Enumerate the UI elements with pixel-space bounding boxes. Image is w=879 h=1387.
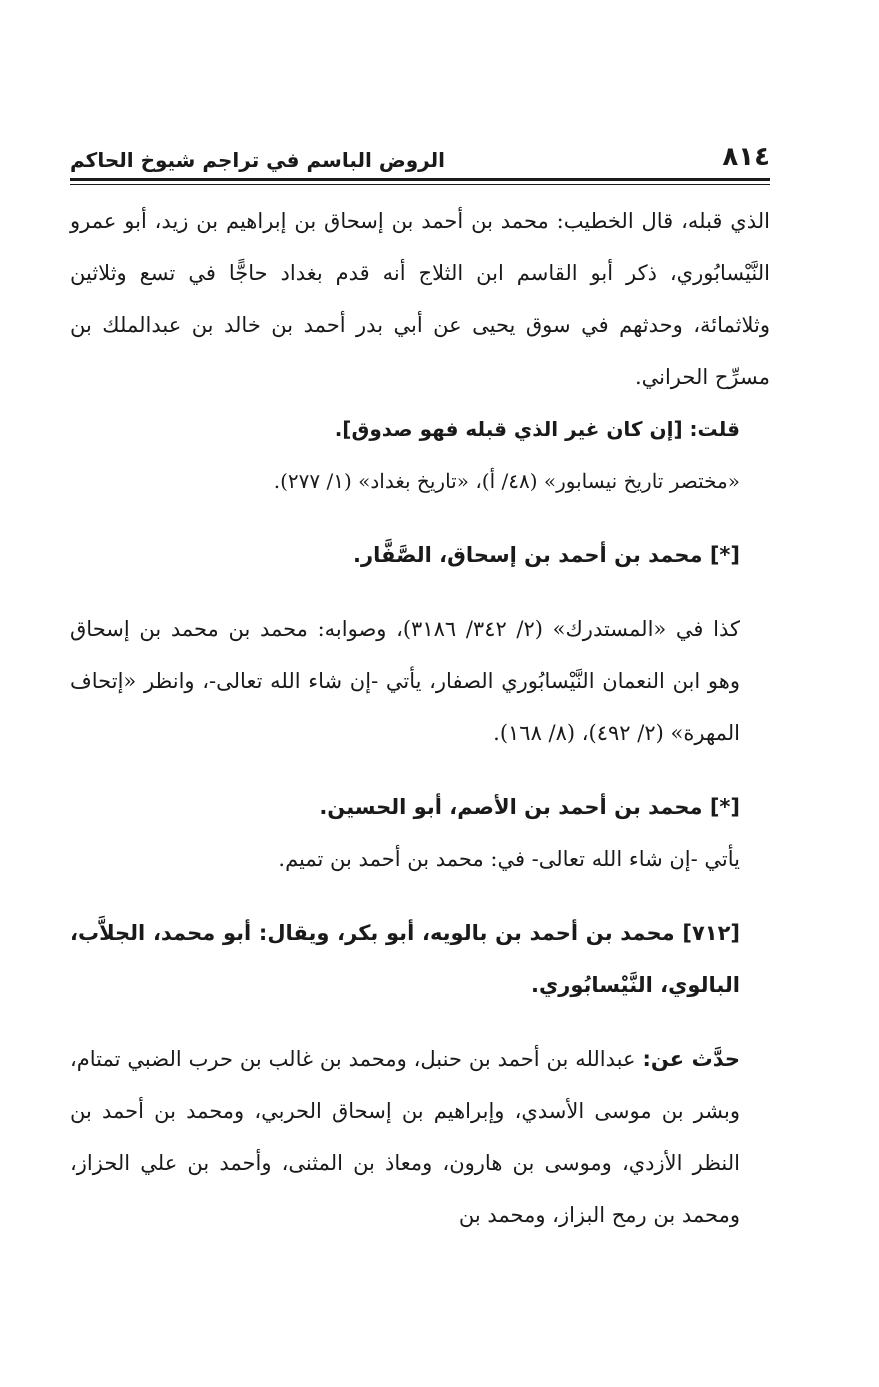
book-page (70, 128, 770, 1241)
spacer (70, 885, 770, 907)
running-title: الروض الباسم في تراجم شيوخ الحاكم (70, 148, 445, 172)
spacer (70, 581, 770, 603)
paragraph-continuation: الذي قبله، قال الخطيب: محمد بن أحمد بن إسحاق بن إبراهيم بن زيد، أبو عمرو النَّيْسابُوري، ذكر أبو القاسم ابن الثلاج أنه قدم بغداد حاجًّا في تسع وثلاثين وثلاثمائة، وحدثهم في سوق يحيى عن أبي بدر أحمد بن خالد بن عبدالملك بن مسرِّح الحراني. (70, 209, 770, 389)
page-header (70, 128, 770, 172)
header-rule-thick (70, 178, 770, 181)
note-qult: قلت: [إن كان غير الذي قبله فهو صدوق]. (334, 417, 740, 441)
sources-line: «مختصر تاريخ نيسابور» (٤٨/ أ)، «تاريخ بغداد» (١/ ٢٧٧). (273, 469, 740, 493)
entry-heading-712: [٧١٢] محمد بن أحمد بن بالويه، أبو بكر، ويقال: أبو محمد، الجلاَّب، البالوي، النَّيْسابُوري. (70, 921, 740, 997)
spacer (70, 507, 770, 529)
spacer (70, 759, 770, 781)
entry-heading-saffar: [*] محمد بن أحمد بن إسحاق، الصَّفَّار. (353, 543, 740, 567)
entry-body-712 (70, 1033, 770, 1241)
entry-body-saffar: كذا في «المستدرك» (٢/ ٣٤٢/ ٣١٨٦)، وصوابه: محمد بن محمد بن إسحاق وهو ابن النعمان النَّيْسابُوري الصفار، يأتي -إن شاء الله تعالى-، وانظر «إتحاف المهرة» (٢/ ٤٩٢)، (٨/ ١٦٨). (70, 617, 740, 745)
haddatha-an-label: حدَّث عن: (642, 1047, 740, 1071)
entry-heading-asamm: [*] محمد بن أحمد بن الأصم، أبو الحسين. (319, 795, 740, 819)
entry-body-asamm: يأتي -إن شاء الله تعالى- في: محمد بن أحمد بن تميم. (278, 847, 740, 871)
spacer (70, 1011, 770, 1033)
page-number: ٨١٤ (722, 142, 770, 172)
page-content (70, 195, 770, 1241)
header-rule-thin (70, 184, 770, 185)
entry-body-712-text: عبدالله بن أحمد بن حنبل، ومحمد بن غالب بن حرب الضبي تمتام، وبشر بن موسى الأسدي، وإبراهيم بن إسحاق الحربي، ومحمد بن أحمد بن النظر الأزدي، وموسى بن هارون، ومعاذ بن المثنى، وأحمد بن علي الحزاز، ومحمد بن رمح البزاز، ومحمد بن (70, 1047, 740, 1227)
